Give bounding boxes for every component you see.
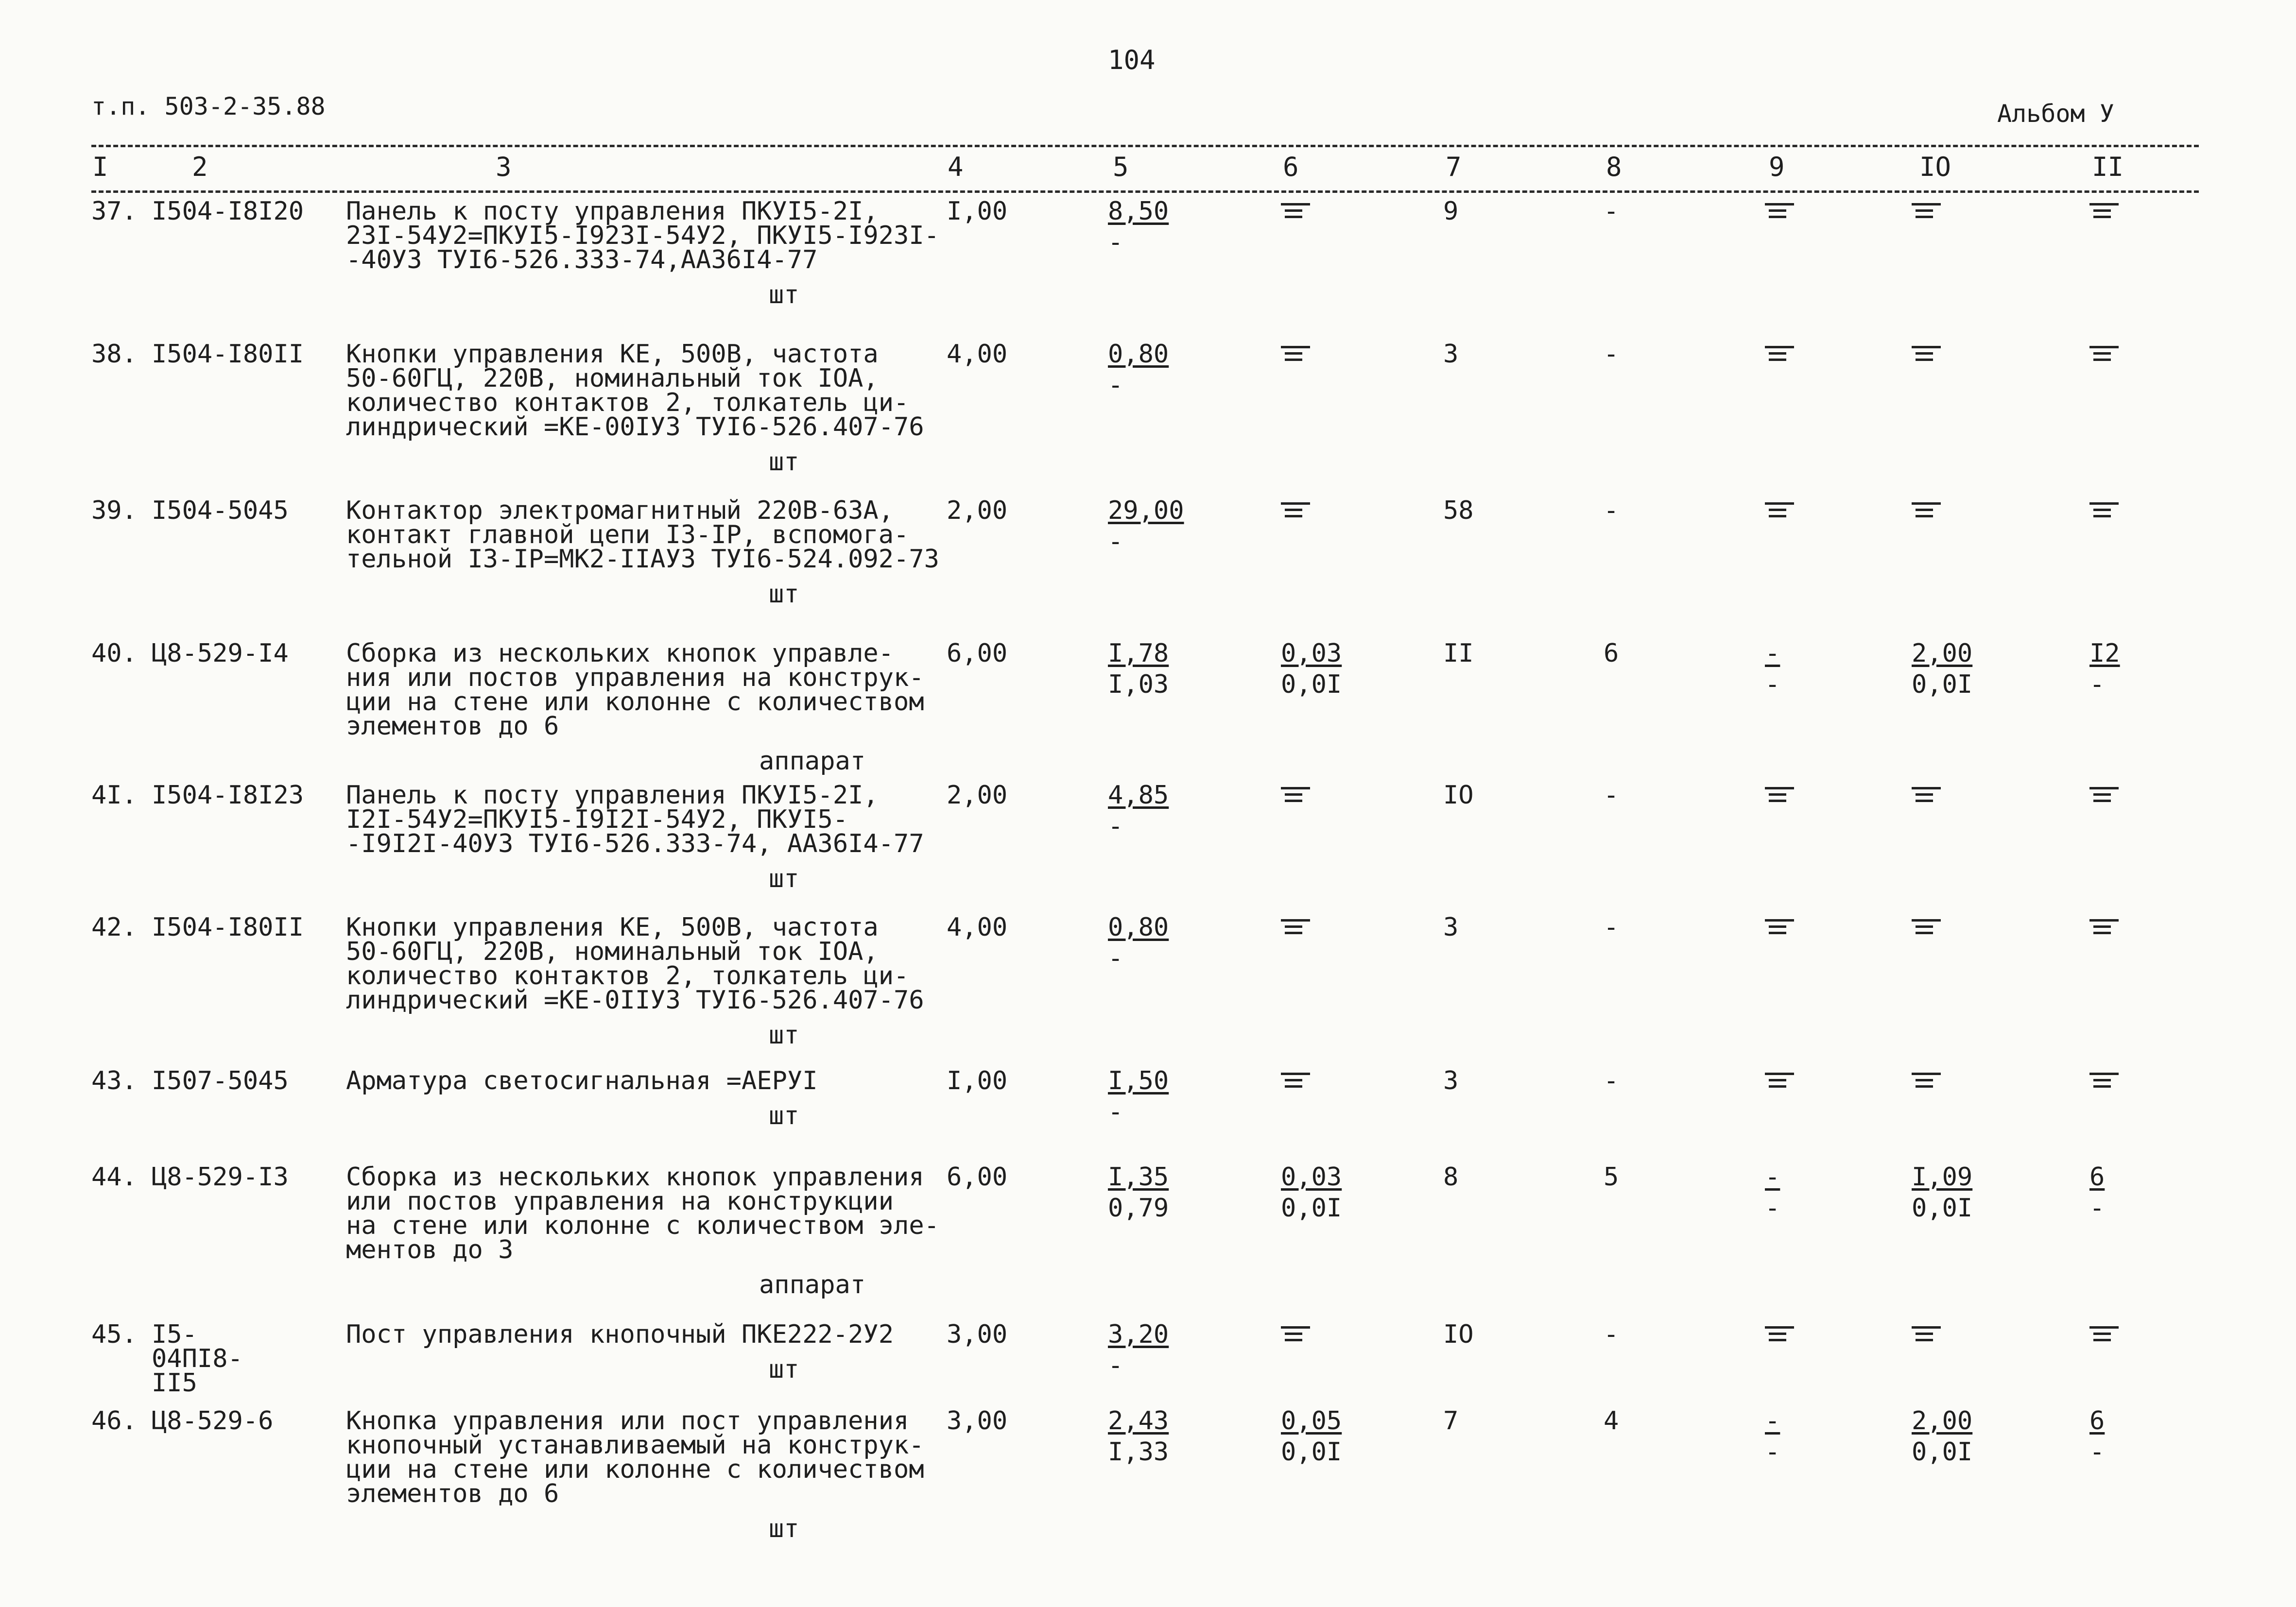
description-line: ния или постов управления на конструк-	[346, 663, 924, 692]
value-col-10	[1912, 342, 1941, 369]
quantity: 4,00	[947, 913, 1008, 942]
ditto-mark-icon	[1912, 783, 1941, 806]
fraction-value-bot: -	[1108, 1097, 1123, 1127]
value-col-5	[1108, 1163, 1169, 1223]
value-col-8: 6	[1604, 639, 1619, 668]
ditto-mark-icon	[1765, 915, 1794, 938]
fraction-value	[2089, 641, 2120, 697]
fraction-value	[1108, 1163, 1169, 1223]
item-description	[346, 913, 949, 1050]
unit-label: шт	[769, 864, 799, 893]
fraction-value	[1108, 340, 1169, 400]
fraction-value	[1912, 1163, 1973, 1223]
fraction-value	[1765, 1163, 1780, 1223]
value-col-10	[1912, 641, 1972, 697]
value-col-5	[1108, 781, 1169, 841]
ditto-mark-icon	[1281, 342, 1310, 365]
description-line: Панель к посту управления ПКУI5-2I,	[346, 197, 879, 226]
fraction-value	[1108, 641, 1169, 697]
fraction-value-bot: I,33	[1108, 1437, 1169, 1467]
quantity: 4,00	[947, 340, 1008, 369]
ditto-mark-icon	[1765, 1322, 1794, 1345]
quantity: 6,00	[947, 639, 1008, 668]
ditto-mark-icon	[1281, 199, 1310, 222]
item-description	[346, 199, 949, 307]
header-bottom-rule	[91, 190, 2199, 193]
quantity: 3,00	[947, 1320, 1008, 1349]
description-line: -40УЗ ТУI6-526.333-74,АА36I4-77	[346, 245, 818, 274]
row-number: 37.	[91, 197, 137, 226]
unit-label: шт	[769, 1514, 799, 1543]
value-col-11	[2089, 641, 2120, 697]
row-number: 40.	[91, 639, 137, 668]
ditto-mark-icon	[1765, 199, 1794, 222]
value-col-8: -	[1604, 340, 1619, 369]
value-col-8: -	[1604, 1066, 1619, 1095]
ditto-mark-icon	[1912, 915, 1941, 938]
description-line: Пост управления кнопочный ПКЕ222-2У2	[346, 1320, 894, 1349]
item-code: Ц8-529-I4	[152, 639, 289, 668]
fraction-value-top: -	[1765, 1163, 1780, 1192]
ditto-mark-icon	[2089, 498, 2119, 521]
description-line: элементов до 6	[346, 712, 559, 741]
column-header-6: 6	[1283, 152, 1299, 182]
fraction-value-top: -	[1765, 639, 1780, 668]
fraction-value-bot: -	[1108, 944, 1123, 973]
fraction-value	[2089, 1406, 2105, 1467]
ditto-mark-icon	[2089, 199, 2119, 222]
ditto-mark-icon	[1281, 498, 1310, 521]
fraction-value	[1108, 1322, 1169, 1378]
unit-label: шт	[769, 1021, 799, 1050]
value-col-11	[2089, 199, 2119, 226]
value-col-6	[1281, 199, 1310, 226]
fraction-value-bot: 0,79	[1108, 1194, 1169, 1223]
value-col-7: 58	[1443, 496, 1474, 525]
fraction-value-top: 0,03	[1281, 1163, 1342, 1192]
fraction-value	[1108, 498, 1184, 554]
fraction-value-bot: -	[2089, 670, 2105, 699]
fraction-value	[1108, 915, 1169, 971]
header-top-rule	[91, 145, 2199, 147]
fraction-value-top: 29,00	[1108, 496, 1184, 525]
value-col-10	[1912, 783, 1941, 810]
value-col-7: 3	[1443, 340, 1459, 369]
description-line: контакт главной цепи IЗ-IP, вспомога-	[346, 520, 909, 549]
value-col-5	[1108, 1322, 1169, 1378]
value-col-9	[1765, 498, 1794, 525]
fraction-value-top: I,35	[1108, 1163, 1169, 1192]
column-header-10: IO	[1919, 152, 1951, 182]
fraction-value-bot: -	[1765, 670, 1780, 699]
value-col-7: 9	[1443, 197, 1459, 226]
ditto-mark-icon	[1281, 1069, 1310, 1092]
description-line: Кнопки управления КЕ, 500В, частота	[346, 340, 879, 369]
value-col-8: 5	[1604, 1163, 1619, 1192]
value-col-11	[2089, 1406, 2105, 1467]
value-col-9	[1765, 1406, 1780, 1467]
value-col-7: 3	[1443, 1066, 1459, 1095]
unit-label: шт	[769, 580, 799, 609]
fraction-value-top: 2,00	[1912, 1406, 1973, 1436]
description-line: количество контактов 2, толкатель ци-	[346, 388, 909, 417]
value-col-10	[1912, 498, 1941, 525]
value-col-8: 4	[1604, 1406, 1619, 1436]
quantity: I,00	[947, 1066, 1008, 1095]
value-col-9	[1765, 915, 1794, 942]
column-header-1: I	[92, 152, 108, 182]
row-number: 42.	[91, 913, 137, 942]
value-col-7: 7	[1443, 1406, 1459, 1436]
fraction-value-bot: 0,0I	[1281, 1437, 1342, 1467]
fraction-value-top: -	[1765, 1406, 1780, 1436]
fraction-value-top: 2,00	[1912, 639, 1973, 668]
value-col-8: -	[1604, 781, 1619, 810]
column-header-9: 9	[1769, 152, 1785, 182]
fraction-value-bot: -	[1108, 1351, 1123, 1380]
description-line: I2I-54У2=ПКУI5-I9I2I-54У2, ПКУI5-	[346, 805, 848, 834]
row-number: 4I.	[91, 781, 137, 810]
value-col-9	[1765, 641, 1780, 697]
value-col-5	[1108, 915, 1169, 971]
value-col-9	[1765, 1069, 1794, 1095]
value-col-11	[2089, 1069, 2119, 1095]
description-line: 23I-54У2=ПКУI5-I923I-54У2, ПКУI5-I923I-	[346, 221, 939, 250]
ditto-mark-icon	[1765, 498, 1794, 521]
description-line: Кнопка управления или пост управления	[346, 1406, 909, 1436]
value-col-6	[1281, 1069, 1310, 1095]
fraction-value	[1765, 1406, 1780, 1467]
fraction-value-top: I,50	[1108, 1066, 1169, 1095]
fraction-value	[1108, 199, 1169, 255]
value-col-10	[1912, 1406, 1973, 1467]
description-line: кнопочный устанавливаемый на конструк-	[346, 1431, 924, 1460]
fraction-value-top: 6	[2089, 1163, 2105, 1192]
item-description	[346, 1066, 949, 1130]
column-header-3: 3	[496, 152, 512, 182]
ditto-mark-icon	[2089, 1322, 2119, 1345]
fraction-value-bot: -	[2089, 1437, 2105, 1467]
ditto-mark-icon	[1912, 1322, 1941, 1345]
item-code: I504-5045	[152, 496, 289, 525]
item-code: I507-5045	[152, 1066, 289, 1095]
value-col-8: -	[1604, 496, 1619, 525]
value-col-9	[1765, 1163, 1780, 1223]
fraction-value-top: 8,50	[1108, 197, 1169, 226]
value-col-9	[1765, 1322, 1794, 1349]
fraction-value	[1108, 1066, 1169, 1127]
value-col-8: -	[1604, 1320, 1619, 1349]
ditto-mark-icon	[1281, 1322, 1310, 1345]
value-col-10	[1912, 1322, 1941, 1349]
unit-label: шт	[769, 1101, 799, 1130]
item-description	[346, 340, 949, 477]
ditto-mark-icon	[1912, 1069, 1941, 1092]
value-col-6	[1281, 498, 1310, 525]
row-number: 43.	[91, 1066, 137, 1095]
unit-label: аппарат	[759, 747, 866, 776]
ditto-mark-icon	[1912, 342, 1941, 365]
fraction-value-top: 0,80	[1108, 340, 1169, 369]
value-col-8: -	[1604, 913, 1619, 942]
fraction-value-top: I2	[2089, 639, 2120, 668]
ditto-mark-icon	[1765, 342, 1794, 365]
fraction-value-top: 6	[2089, 1406, 2105, 1436]
column-header-4: 4	[948, 152, 964, 182]
unit-label: шт	[769, 280, 799, 309]
description-line: линдрический =КЕ-00IУЗ ТУI6-526.407-76	[346, 412, 924, 442]
fraction-value-bot: -	[2089, 1194, 2105, 1223]
fraction-value-bot: -	[1108, 812, 1123, 841]
column-header-2: 2	[192, 152, 208, 182]
value-col-6	[1281, 915, 1310, 942]
item-code: I504-I8I23	[152, 781, 304, 810]
fraction-value-top: I,09	[1912, 1163, 1973, 1192]
value-col-6	[1281, 1322, 1310, 1349]
row-number: 45.	[91, 1320, 137, 1349]
item-description	[346, 783, 949, 891]
quantity: 6,00	[947, 1163, 1008, 1192]
page-number: 104	[1108, 45, 1156, 75]
value-col-6	[1281, 783, 1310, 810]
column-header-7: 7	[1446, 152, 1462, 182]
description-line: Сборка из нескольких кнопок управления	[346, 1163, 924, 1192]
unit-label: аппарат	[759, 1270, 866, 1299]
fraction-value-top: 4,85	[1108, 781, 1169, 810]
fraction-value-top: 3,20	[1108, 1320, 1169, 1349]
item-description	[346, 1406, 949, 1543]
row-number: 38.	[91, 340, 137, 369]
value-col-7: II	[1443, 639, 1474, 668]
item-description	[346, 1165, 949, 1297]
description-line: количество контактов 2, толкатель ци-	[346, 961, 909, 991]
ditto-mark-icon	[2089, 915, 2119, 938]
fraction-value-top: I,78	[1108, 639, 1169, 668]
fraction-value	[1281, 641, 1342, 697]
description-line: Арматура светосигнальная =АЕРУI	[346, 1066, 818, 1095]
value-col-10	[1912, 1069, 1941, 1095]
quantity: I,00	[947, 197, 1008, 226]
ditto-mark-icon	[1281, 783, 1310, 806]
ditto-mark-icon	[2089, 783, 2119, 806]
fraction-value	[1108, 1406, 1169, 1467]
fraction-value-top: 0,03	[1281, 639, 1342, 668]
value-col-6	[1281, 1406, 1342, 1467]
item-description	[346, 496, 949, 609]
value-col-9	[1765, 783, 1794, 810]
ditto-mark-icon	[1912, 498, 1941, 521]
fraction-value-bot: 0,0I	[1912, 1437, 1973, 1467]
value-col-11	[2089, 1163, 2105, 1223]
description-line: Сборка из нескольких кнопок управле-	[346, 639, 894, 668]
value-col-9	[1765, 342, 1794, 369]
fraction-value	[1765, 641, 1780, 697]
document-code: т.п. 503-2-35.88	[91, 92, 326, 120]
fraction-value-top: 0,80	[1108, 913, 1169, 942]
value-col-5	[1108, 199, 1169, 255]
value-col-5	[1108, 340, 1169, 400]
fraction-value-top: 2,43	[1108, 1406, 1169, 1436]
description-line: Контактор электромагнитный 220В-63А,	[346, 496, 894, 525]
item-code: I504-I80II	[152, 913, 304, 942]
value-col-10	[1912, 915, 1941, 942]
fraction-value	[1281, 1163, 1342, 1223]
fraction-value-bot: -	[1765, 1437, 1780, 1467]
fraction-value	[1912, 641, 1972, 697]
column-header-5: 5	[1113, 152, 1129, 182]
description-line: 50-60ГЦ, 220В, номинальный ток IOA,	[346, 364, 879, 393]
ditto-mark-icon	[1765, 1069, 1794, 1092]
item-code: I504-I8I20	[152, 197, 304, 226]
description-line: -I9I2I-40УЗ ТУI6-526.333-74, АА36I4-77	[346, 829, 924, 858]
item-code: I504-I80II	[152, 340, 304, 369]
album-label: Альбом У	[1997, 100, 2114, 128]
value-col-7: IO	[1443, 781, 1474, 810]
value-col-11	[2089, 1322, 2119, 1349]
description-line: ции на стене или колонне с количеством	[346, 1455, 924, 1484]
fraction-value	[1281, 1406, 1342, 1467]
fraction-value-bot: -	[1108, 228, 1123, 257]
description-line: ции на стене или колонне с количеством	[346, 687, 924, 717]
description-line: на стене или колонне с количеством эле-	[346, 1211, 939, 1240]
description-line: Панель к посту управления ПКУI5-2I,	[346, 781, 879, 810]
column-header-8: 8	[1606, 152, 1622, 182]
value-col-11	[2089, 783, 2119, 810]
description-line: линдрический =КЕ-0IIУЗ ТУI6-526.407-76	[346, 986, 924, 1015]
value-col-7: 3	[1443, 913, 1459, 942]
quantity: 2,00	[947, 781, 1008, 810]
fraction-value-bot: -	[1108, 371, 1123, 400]
fraction-value-bot: -	[1765, 1194, 1780, 1223]
row-number: 46.	[91, 1406, 137, 1436]
fraction-value-bot: 0,0I	[1281, 1194, 1342, 1223]
item-code: Ц8-529-IЗ	[152, 1163, 289, 1192]
value-col-11	[2089, 342, 2119, 369]
description-line: 50-60ГЦ, 220В, номинальный ток IOA,	[346, 937, 879, 966]
value-col-10	[1912, 1163, 1973, 1223]
row-number: 39.	[91, 496, 137, 525]
ditto-mark-icon	[1281, 915, 1310, 938]
description-line: ментов до 3	[346, 1235, 514, 1265]
value-col-6	[1281, 342, 1310, 369]
value-col-5	[1108, 498, 1184, 554]
description-line: тельной IЗ-IP=МК2-IIАУЗ ТУI6-524.092-73	[346, 545, 939, 574]
ditto-mark-icon	[2089, 1069, 2119, 1092]
value-col-5	[1108, 1406, 1169, 1467]
value-col-9	[1765, 199, 1794, 226]
ditto-mark-icon	[1912, 199, 1941, 222]
value-col-7: IO	[1443, 1320, 1474, 1349]
unit-label: шт	[769, 1355, 799, 1384]
fraction-value-bot: 0,0I	[1912, 670, 1973, 699]
value-col-11	[2089, 498, 2119, 525]
description-line: Кнопки управления КЕ, 500В, частота	[346, 913, 879, 942]
fraction-value	[2089, 1163, 2105, 1223]
item-code: Ц8-529-6	[152, 1406, 274, 1436]
value-col-6	[1281, 641, 1342, 697]
unit-label: шт	[769, 447, 799, 477]
value-col-11	[2089, 915, 2119, 942]
description-line: или постов управления на конструкции	[346, 1187, 894, 1216]
value-col-6	[1281, 1163, 1342, 1223]
ditto-mark-icon	[2089, 342, 2119, 365]
fraction-value-top: 0,05	[1281, 1406, 1342, 1436]
quantity: 2,00	[947, 496, 1008, 525]
value-col-8: -	[1604, 197, 1619, 226]
fraction-value-bot: I,03	[1108, 670, 1169, 699]
column-header-11: II	[2092, 152, 2124, 182]
fraction-value	[1108, 781, 1169, 841]
value-col-7: 8	[1443, 1163, 1459, 1192]
row-number: 44.	[91, 1163, 137, 1192]
item-description	[346, 1322, 949, 1382]
fraction-value	[1912, 1406, 1973, 1467]
fraction-value-bot: 0,0I	[1912, 1194, 1973, 1223]
value-col-10	[1912, 199, 1941, 226]
value-col-5	[1108, 1066, 1169, 1127]
description-line: элементов до 6	[346, 1479, 559, 1508]
value-col-5	[1108, 641, 1169, 697]
item-description	[346, 639, 949, 776]
fraction-value-bot: -	[1108, 527, 1123, 556]
fraction-value-bot: 0,0I	[1281, 670, 1342, 699]
ditto-mark-icon	[1765, 783, 1794, 806]
quantity: 3,00	[947, 1406, 1008, 1436]
item-code: I5-04ПI8-II5	[152, 1320, 243, 1398]
